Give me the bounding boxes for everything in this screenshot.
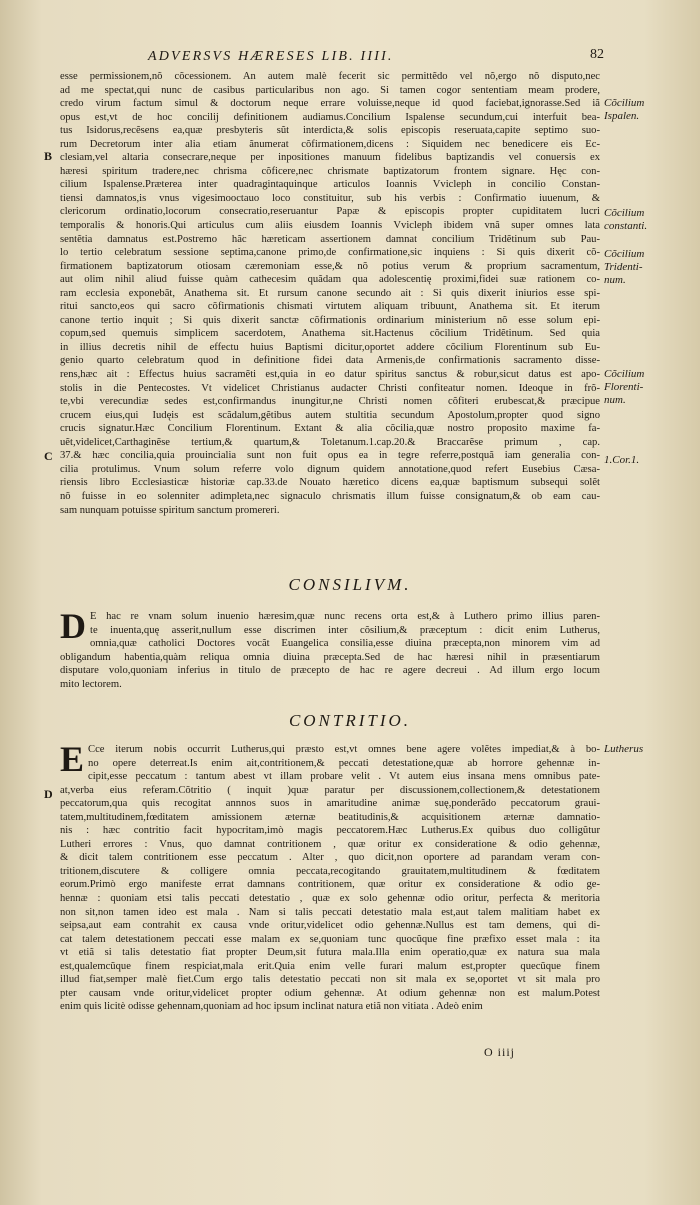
text-line: disputare volo,quoniam inferius in titulo de præcepto de hac re agere decreui . Ad illum ergo locum [60,665,600,677]
text-line: hennæ : quoniam etsi talis peccati detestatio , quæ ex solo gehennæ odio oritur, perfecta & meritoria [60,893,600,905]
text-line: mito lectorem. [60,678,122,690]
text-line: nis : hæc contritio facit hypocritam,imò magis peccatorem.Hæc Lutherus.Ex quibus duo colligũtur [60,825,600,837]
text-line: sentẽtia damnatus est.Postremo hãc hæreticam assertionem damnat concilium Tridẽtinum sub Pau- [60,233,600,245]
text-line: tatem,multitudinem,fœditatem amissionem æternæ beatitudinis,& acquisitionem æternæ damnatio- [60,811,600,823]
text-line: nõ fuisse in eo solenniter adimpleta,nec signaculo chrismatis illum fuisse consignatum,& ob eam cau- [60,490,600,502]
text-line: enim quis licitè odisse gehennam,quoniam ad hoc ipsum inclinat natura etiã non vitiata . Adeò enim [60,1001,483,1013]
text-line: te inuenta,quę asserit,nullum esse discrimen inter cõsilium,& præceptum : dicit enim Lutherus, [90,624,600,636]
text-line: no opere deterreat.Is enim ait,contritionem,& peccati detestatione,quæ ab horrore gehennæ in- [88,757,600,769]
text-line: esse permissionem,nõ cõcessionem. An autem malè fecerit sic permittẽdo vel nõ,ergo nõ disputo,nec [60,71,600,82]
margin-letter-d: D [44,787,53,801]
dropcap-e: E [60,739,85,779]
text-line: seipsa,aut eam contrahit ex causa vnde oritur,videlicet odio gehennæ.Nullus est tam demens, qui di- [60,920,600,932]
text-line: riensis libro Ecclesiasticæ historiæ cap.33.de Nouato hæretico dicens ea,quæ baptismum subsequi solẽt [60,477,600,489]
running-head: ADVERSVS HÆRESES LIB. IIII. [148,49,394,64]
text-line: ram ecclesia exponebãt, Anathema sit. Et rursum canone secundo ait : Si quis dixerit iniurios esse spi- [60,287,600,299]
text-line: obligandum habentia,quàm reliqua omnia diuina præcepta.Sed de hac hæresi nihil in præsentiarum [60,651,600,663]
text-line: firmationem baptizatorum otiosam cæremoniam esse,& nõ potius verum & proprium sacramentum, [60,260,600,272]
text-line: illud fiat,semper malè fiet.Cum ergo talis detestatio peccati non sit mala ex se,oportet vt sit mala pro [60,974,600,986]
text-line: te,vbi verecundiæ sedes est,confirmandus inungitur,ne Christi nomen cõfiteri erubescat,& præcipue [60,396,600,408]
text-line: non sit,non tamen ideo est mala . Nam si talis peccati detestatio mala est,aut talem malitiam habet ex [60,906,600,918]
text-line: cipit,esse peccatum : tantum abest vt illam probare velit . Vt autem eius insana mens omnibus pate- [88,771,600,783]
text-line: in illius decretis nihil de effectu huius Baptismi dicitur,oportet addere cõcilium Florentinum sub Eu- [60,341,600,353]
page-header [0,49,700,69]
text-line: stolis in die Pentecostes. Vt videlicet Christianus audacter Christi confiteatur nomen. Ideoque in frõ- [60,382,600,394]
section-title-contritio: CONTRITIO. [288,711,412,730]
sidenote-concilium-ispalense: Cõcilium Ispalen. [604,97,645,122]
text-line: est,qualemcũque finem respiciat,mala erit.Quia enim velle furari malum est,propter quecũque finem [60,960,600,972]
text-line: uẽt,videlicet,Carthaginẽse tertium,& quartum,& Toletanum.1.cap.20.& Braccarẽse primum , cap. [60,436,600,448]
sidenote-concilium-constantiense: Cõcilium constanti. [604,207,648,232]
sidenote-concilium-tridentinum: Cõcilium Tridenti- num. [604,248,645,286]
margin-letter-c: C [44,449,53,463]
text-line: ad me spectat,qui nunc de casibus particularibus non ago. Si tamen cogor sententiam meam prodere, [60,84,600,96]
text-line: E hac re vnam solum inuenio hæresim,quæ nunc recens orta est,& à Luthero primo illius paren- [90,611,600,622]
text-line: at,verba eius referam.Cõtritio ( inquit )quæ paratur per discussionem,collectionem,& detestationem [60,784,600,796]
text-line: Lutheri errores : Vnus, quo damnat contritionem , quæ oritur ex consideratione & odio gehennæ, [60,838,600,850]
text-line: lo tertio celebratum sessione septima,canone primo,de confirmatione,sic inquiens : Si quis dixerit cõ- [60,247,600,259]
text-line: clericorum ordinatio,locorum consecratio,reseruantur Papæ & episcopis propter cupiditatem lucri [60,206,600,218]
contritio-paragraph [60,739,600,1014]
text-line: vt etiã si talis detestatio fiat propter Deum,sit futura mala.Illa enim operatio,quæ ex natura sua mala [60,947,600,959]
text-line: rens,hæc ait : Effectus huius sacramẽti est,quia in eo datur spiritus sanctus & robur,sicut datus est apo- [60,369,600,381]
text-line: aut olim nihil aliud fuisse quàm cathecesim quãdam qua adolescentię proximi,fidei suæ rationem co- [60,274,600,286]
text-line: temporalis & honoris.Qui articulus cum aliis eiusdem Ioannis Vvicleph ibidem vnã super omnes lata [60,220,600,232]
text-line: pter causam vnde oritur,videlicet propter odium gehennæ. At odium gehennæ non est malum.Potest [60,987,600,999]
signature-mark: O iiij [484,1045,516,1059]
text-line: cilium Ispalense.Præterea inter quadragintaquinque articulos Ioannis Vvicleph in concilio Constan- [60,179,600,191]
text-line: peccatorum,qua quis recogitat annnos suos in amaritudine animæ suę,ponderãdo peccatorum graui- [60,798,600,810]
text-line: sam nunquam potuisse spiritum sanctum promereri. [60,504,280,516]
text-line: tus Isidorus,recẽsens ea,quæ presbyteris sũt interdicta,& solis episcopis reseruata,capite septimo suo- [60,125,600,137]
text-line: tiensi damnatos,is vnus vigesimooctauo loco constituitur, sub his verbis : Confirmatio iuuenum, & [60,192,600,204]
text-line: cat talem detestationem peccati esse malam ex se,quoniam tunc quocũque fine præfixo esset mala : ita [60,933,600,945]
text-line: credo virum factum simul & doctorum neque errare voluisse,neque id quod faciebat,ignorasse.Sed iã [60,98,600,110]
sidenote-corinthians: 1.Cor.1. [604,454,640,466]
sidenote-concilium-florentinum: Cõcilium Florenti- num. [604,368,645,406]
text-line: opus est,vt de hoc concilij definitionem audiamus.Concilium Ispalense secundum,cui interfuit bea- [60,111,600,123]
text-line: ritui sancto,eos qui sacro cõfirmationis chismati virtutem aliquam tribuunt, Anathema sit. Et iterum [60,301,600,313]
opening-paragraph [60,70,600,517]
text-line: hæresi spiritum tradere,nec chrisma cõficere,nec chrismate baptizatorum frontem signare. Hęc con- [60,165,600,177]
text-line: crucem eius,qui Iudęis est scãdalum,gẽtibus autem stultitia secundum Apostolum,propter quod signo [60,409,600,421]
text-line: clesiam,vel altaria consecrare,neque per inpositiones manuum fidelibus baptizandis vel conuersis ex [60,152,600,164]
text-line: canone tertio inquit ; Si quis dixerit sanctæ cõfirmationis ordinarium ministerium nõ esse solum epi- [60,314,600,326]
text-line: & dicit talem contritionem esse peccatum . Alter , quo dicit,non oportere ad parandam veram con- [60,852,600,864]
text-line: tritionem,discutere & colligere omnia peccata,recogitando grauitatem,multitudinem & fœditatem [60,865,600,877]
text-line: genio quarto celebratum quod in definitione fidei data Armenis,de confirmationis sacramento disse- [60,355,600,367]
text-line: 37.& hæc concilia,quia prouincialia sunt non fuit opus ea in tegre referre,postquã iam generalia con- [60,450,600,462]
text-line: Cce iterum nobis occurrit Lutherus,qui præsto est,vt omnes bene agere volẽtes impediat,& à bo- [88,744,600,755]
text-line: rum Decretorum inter alia etiam ãnumerat cõfirmationem,dicens : Siquidem nec benedicere eis Ec- [60,138,600,150]
consilium-paragraph [60,606,600,691]
section-title-consilium: CONSILIVM. [288,575,412,594]
text-line: eorum.Primò ergo manifeste errat damnans contritionem, quæ oritur ex consideratione & odio ge- [60,879,600,891]
sidenote-lutherus: Lutherus [604,743,644,755]
margin-letter-b: B [44,149,53,163]
folio-number: 82 [590,47,604,62]
dropcap-d: D [60,606,86,646]
text-line: crucis signatur.Hæc Concilium Florentinum. Extant & alia cõcilia,quæ nostro proposito maxime fa- [60,423,600,435]
text-line: omnia,quæ catholici Doctores vocãt Euangelica consilia,esse diuina præcepta,non minorem vim ad [90,638,600,650]
text-line: copum,sed quemuis simplicem sacerdotem, Anathema sit.Hactenus cõcilium Tridẽtinum. Sed quia [60,328,600,340]
text-line: cilia protulimus. Vnum solum referre volo dignum quidem annotatione,quod refert Eusebius Cæsa- [60,463,600,475]
